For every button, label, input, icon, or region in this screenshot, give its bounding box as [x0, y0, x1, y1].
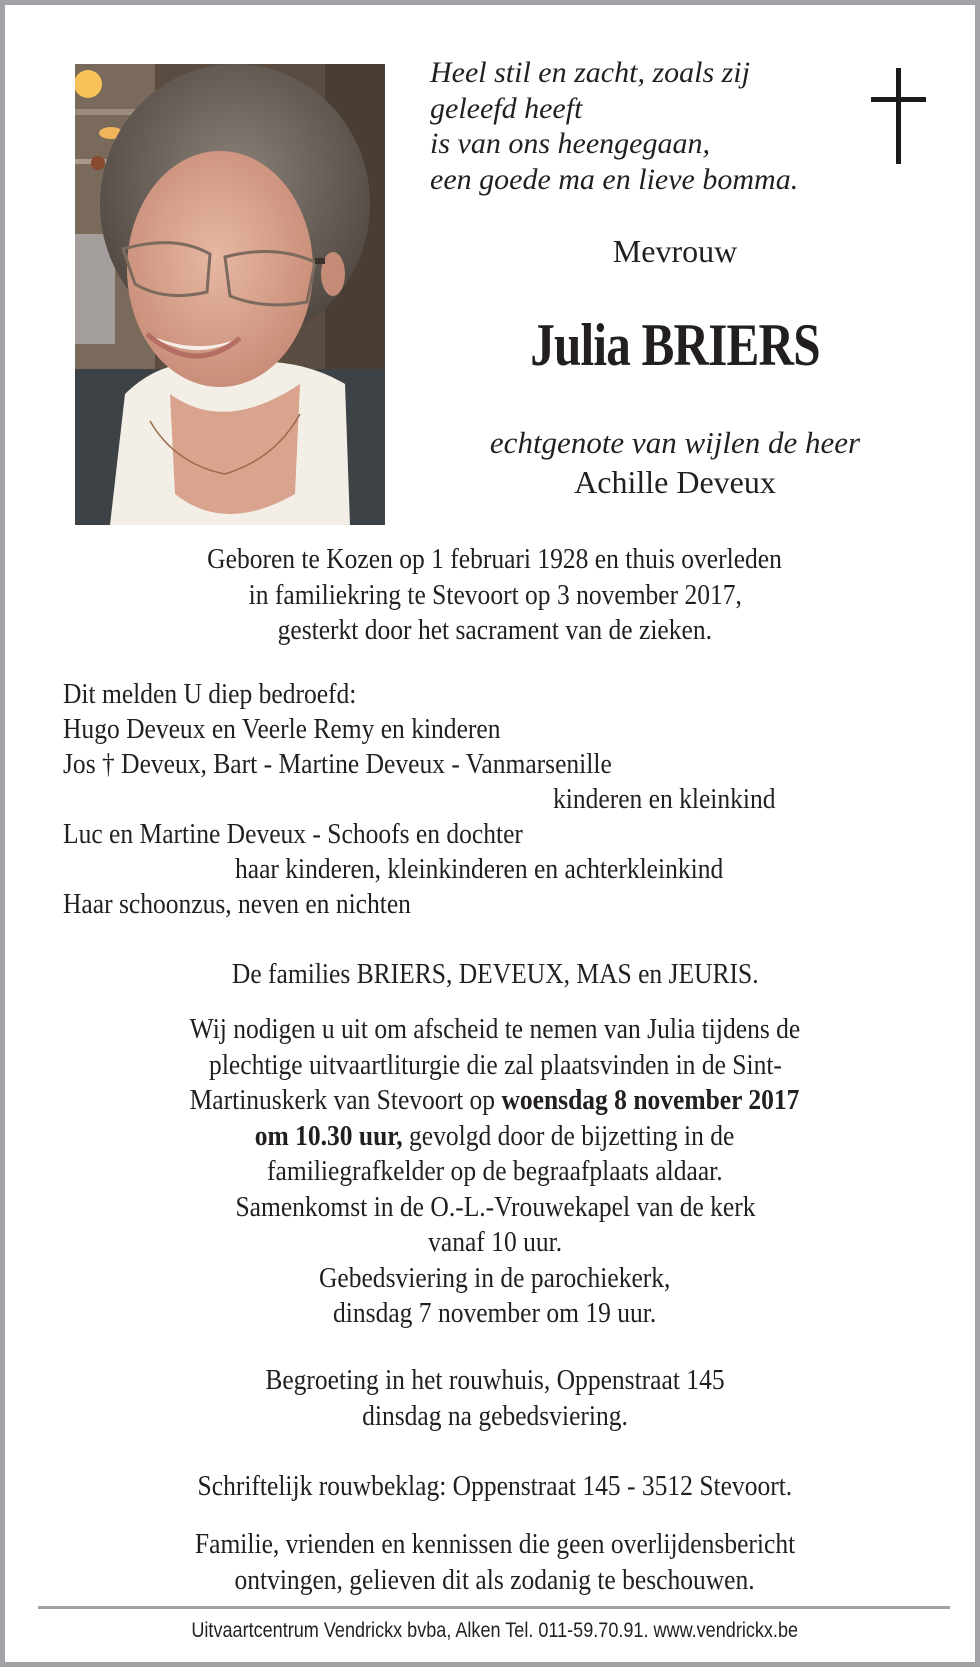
notice-line: ontvingen, gelieven dit als zodanig te beschouwen. [234, 1563, 756, 1596]
funeral-line: plechtige uitvaartliturgie die zal plaatsvinden in de Sint- [208, 1048, 782, 1081]
funeral-time: om 10.30 uur, [255, 1119, 404, 1152]
prayer-service-line: dinsdag 7 november om 19 uur. [333, 1297, 657, 1329]
funeral-date: woensdag 8 november 2017 [501, 1084, 800, 1116]
funeral-line: vanaf 10 uur. [428, 1226, 562, 1258]
funeral-line: Wij nodigen u uit om afscheid te nemen van Julia tijdens de [189, 1013, 801, 1045]
poem-line: Heel stil en zacht, zoals zij [430, 56, 750, 89]
funeral-home-footer [35, 1619, 955, 1643]
funeral-line: Samenkomst in de O.-L.-Vrouwekapel van de kerk [234, 1190, 756, 1223]
funeral-details [45, 1012, 945, 1332]
mourner-line: haar kinderen, kleinkinderen en achterkleinkind [235, 853, 724, 885]
poem-line: is van ons heengegaan, [430, 127, 710, 160]
birth-death-line: gesterkt door het sacrament van de zieken. [277, 614, 713, 646]
funeral-line: om 10.30 uur, gevolgd door de bijzetting in de [255, 1119, 735, 1152]
notice-line: Familie, vrienden en kennissen die geen overlijdensbericht [194, 1528, 796, 1560]
birth-death-line: Geboren te Kozen op 1 februari 1928 en thuis overleden [207, 543, 783, 575]
portrait-photo [75, 64, 385, 525]
spouse-name: Achille Deveux [574, 464, 776, 500]
birth-death-line: in familiekring te Stevoort op 3 november 2017, [248, 578, 742, 611]
mourner-line: kinderen en kleinkind [553, 783, 776, 815]
mourner-line: Luc en Martine Deveux - Schoofs en dochter [63, 818, 523, 850]
birth-death-block [45, 542, 945, 649]
visitation-block [45, 1363, 945, 1434]
mourners-list [63, 677, 943, 922]
mourner-line: Hugo Deveux en Veerle Remy en kinderen [63, 713, 501, 745]
spouse-label: echtgenote van wijlen de heer [489, 425, 861, 460]
poem-line: een goede ma en lieve bomma. [430, 162, 799, 196]
mourner-line: Jos † Deveux, Bart - Martine Deveux - Vanmarsenille [63, 748, 612, 780]
notice-block [45, 1527, 945, 1598]
mourners-intro: Dit melden U diep bedroefd: [63, 678, 357, 710]
condolences-address: Schriftelijk rouwbeklag: Oppenstraat 145 - 3512 Stevoort. [197, 1470, 793, 1502]
visitation-line: Begroeting in het rouwhuis, Oppenstraat 145 [265, 1364, 725, 1396]
memorial-poem [430, 55, 830, 197]
cross-icon [867, 65, 927, 165]
families-line: De families BRIERS, DEVEUX, MAS en JEURIS. [231, 958, 759, 990]
funeral-line: Martinuskerk van Stevoort op woensdag 8 november 2017 [190, 1084, 800, 1116]
poem-line: geleefd heeft [430, 91, 583, 125]
footer-divider [38, 1606, 950, 1609]
mourner-line: Haar schoonzus, neven en nichten [63, 888, 411, 920]
prayer-service-line: Gebedsviering in de parochiekerk, [319, 1261, 671, 1294]
visitation-line: dinsdag na gebedsviering. [362, 1399, 628, 1432]
portrait-image [75, 64, 385, 525]
title-prefix: Mevrouw [612, 233, 738, 269]
funeral-line: familiegrafkelder op de begraafplaats aldaar. [267, 1155, 723, 1187]
deceased-name: Julia BRIERS [530, 312, 820, 378]
footer-text: Uitvaartcentrum Vendrickx bvba, Alken Tel. 011-59.70.91. www.vendrickx.be [191, 1619, 799, 1642]
